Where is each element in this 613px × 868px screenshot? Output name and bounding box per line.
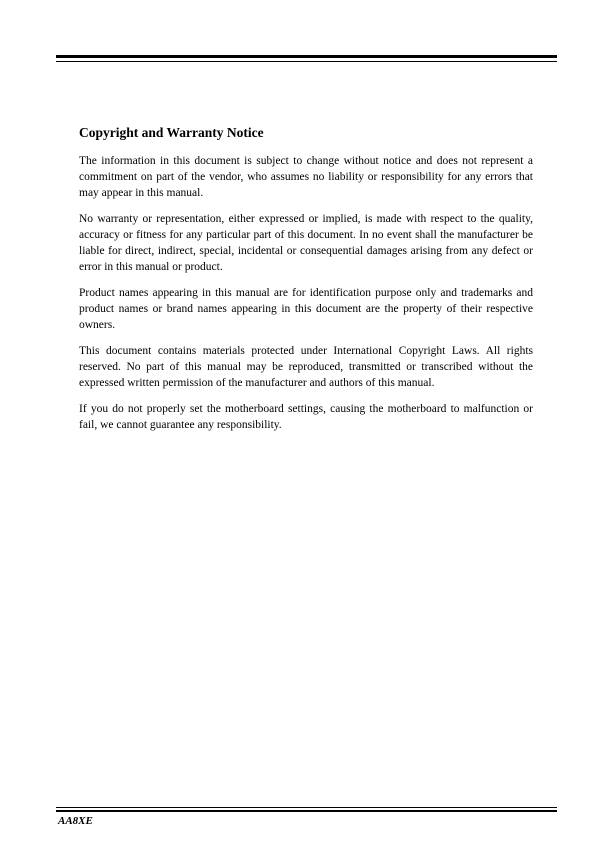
paragraph-responsibility: If you do not properly set the motherboard settings, causing the motherboard to malfunction or fail, we cannot guarantee any responsibility. xyxy=(79,403,533,431)
paragraph-information: The information in this document is subject to change without notice and does not represent a commitment on part of the vendor, who assumes no liability or responsibility for any errors that may appear in this manual. xyxy=(79,155,533,199)
header-rule-thick xyxy=(56,55,557,58)
page-content xyxy=(79,124,533,443)
footer-model-name: AA8XE xyxy=(58,815,93,827)
footer-rule-thick xyxy=(56,810,557,812)
footer-rule-thin xyxy=(56,807,557,808)
page-title: Copyright and Warranty Notice xyxy=(79,125,264,140)
paragraph-warranty: No warranty or representation, either expressed or implied, is made with respect to the quality, accuracy or fitness for any particular part of this document. In no event shall the manufacturer be liable for direct, indirect, special, incidental or consequential damages arising from any defect or error in this manual or product. xyxy=(79,213,533,273)
paragraph-copyright: This document contains materials protected under International Copyright Laws. All rights reserved. No part of this manual may be reproduced, transmitted or transcribed without the expressed written permission of the manufacturer and authors of this manual. xyxy=(79,345,533,389)
header-rule-thin xyxy=(56,61,557,62)
paragraph-trademarks: Product names appearing in this manual are for identification purpose only and trademarks and product names or brand names appearing in this document are the property of their respective owners. xyxy=(79,287,533,331)
